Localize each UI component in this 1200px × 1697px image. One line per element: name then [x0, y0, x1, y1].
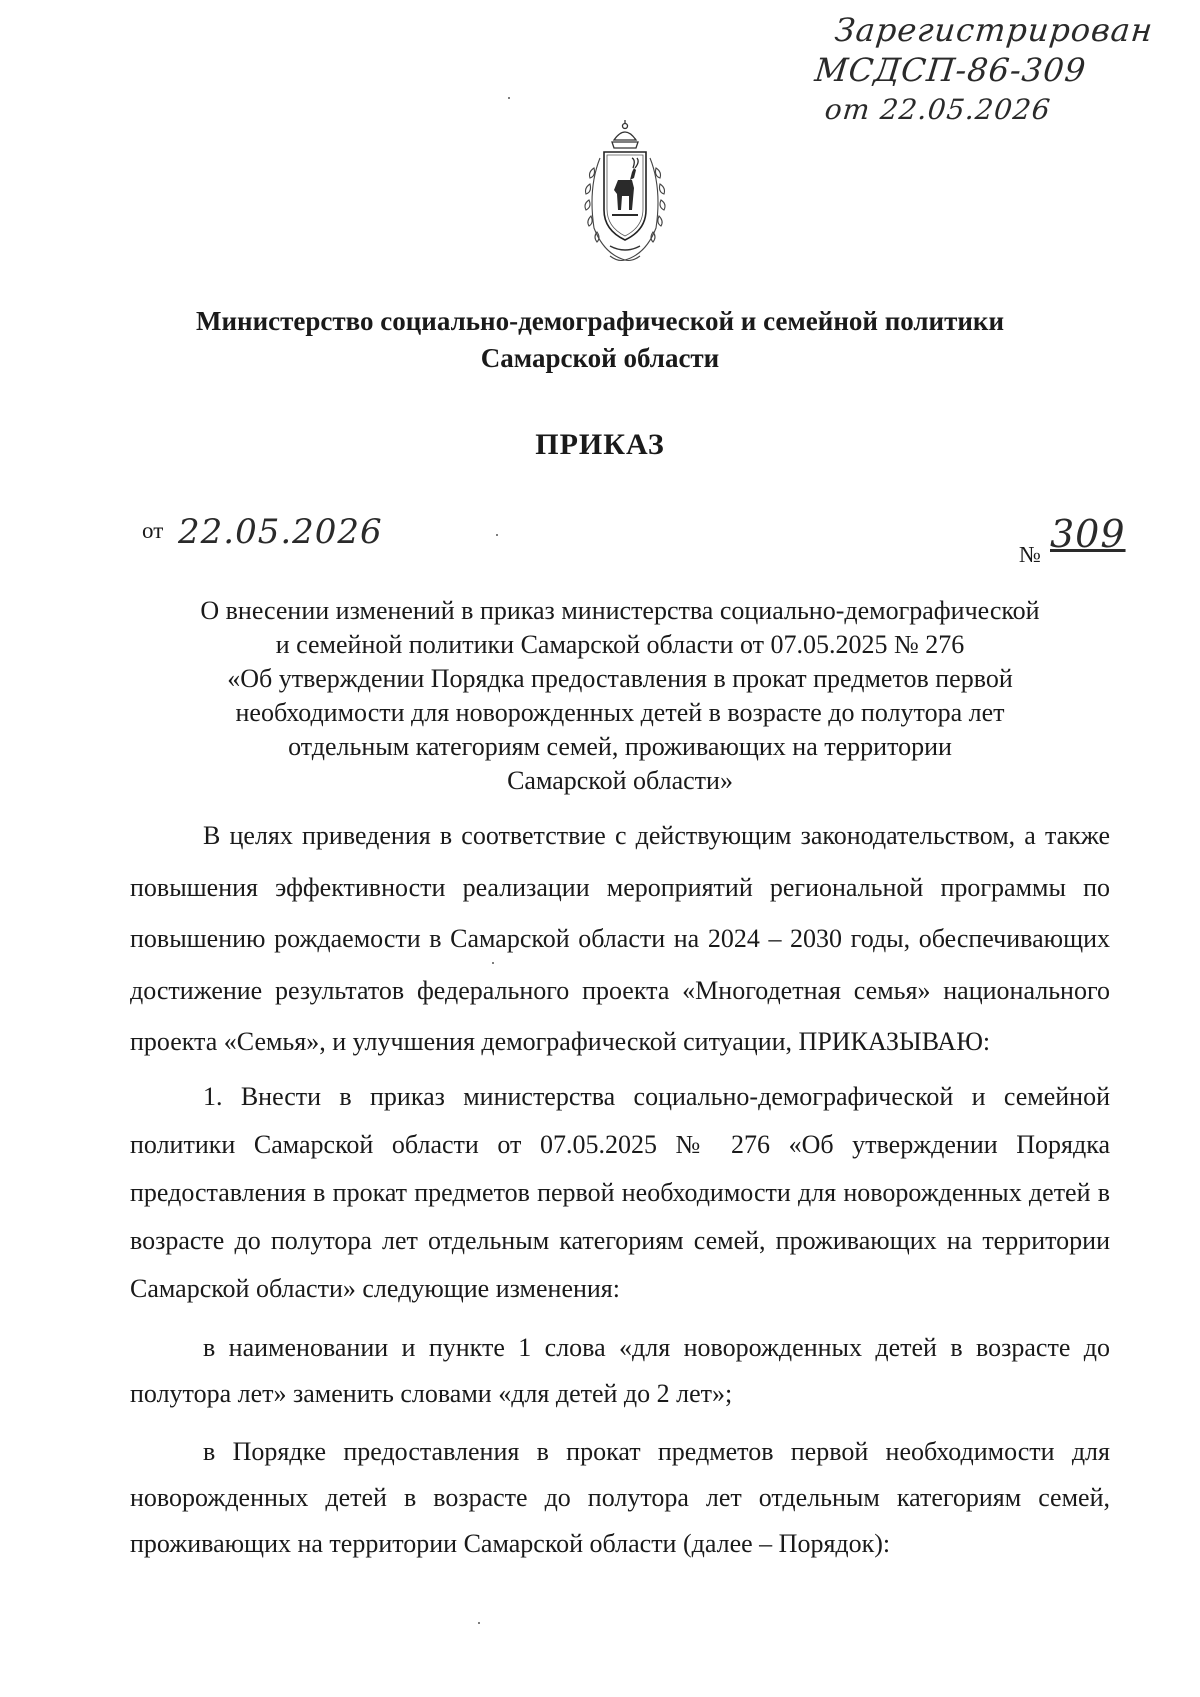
- ministry-name: [100, 303, 1100, 377]
- registration-note-line: МСДСП-86-309: [813, 51, 1089, 89]
- subject-line: Самарской области»: [507, 766, 733, 795]
- subject-line: О внесении изменений в приказ министерства социально-демографической: [200, 596, 1040, 625]
- scan-speck: [492, 962, 494, 964]
- registration-note-line: Зарегистрирован: [833, 11, 1156, 49]
- registration-handwritten-note: [813, 10, 1175, 130]
- order-body: [130, 810, 1110, 1567]
- registration-note-line: от 22.05.2026: [823, 93, 1053, 126]
- ministry-name-line: Министерство социально-демографической и семейной политики: [195, 306, 1005, 336]
- date-label: от: [142, 518, 164, 543]
- order-number-handwritten: 309: [1050, 512, 1126, 556]
- scan-speck: [496, 534, 498, 536]
- ministry-name-line: Самарской области: [480, 343, 720, 373]
- order-subject: [140, 594, 1100, 798]
- body-paragraph: В целях приведения в соответствие с действующим законодательством, а также повышения эффективности реализации мероприятий региональной программы по повышению рождаемости в Самарской области на 2024 – 2030 годы, обеспечивающих достижение результатов федерального проекта «Многодетная семья» национального проекта «Семья», и улучшения демографической ситуации, ПРИКАЗЫВАЮ:: [130, 821, 1110, 1056]
- scan-speck: [508, 97, 510, 99]
- order-date-handwritten: 22.05.2026: [178, 512, 383, 552]
- body-paragraph: в Порядке предоставления в прокат предметов первой необходимости для новорожденных детей в возрасте до полутора лет отдельным категориям семей, проживающих на территории Самарской области (далее – Порядок):: [130, 1436, 1110, 1558]
- subject-line: «Об утверждении Порядка предоставления в прокат предметов первой: [227, 664, 1013, 693]
- coat-of-arms-icon: [570, 118, 680, 268]
- subject-line: и семейной политики Самарской области от 07.05.2025 № 276: [275, 630, 965, 659]
- body-paragraph: в наименовании и пункте 1 слова «для новорожденных детей в возрасте до полутора лет» заменить словами «для детей до 2 лет»;: [130, 1332, 1110, 1408]
- subject-line: необходимости для новорожденных детей в возрасте до полутора лет: [235, 698, 1005, 727]
- order-title: ПРИКАЗ: [535, 428, 665, 461]
- body-paragraph: 1. Внести в приказ министерства социально-демографической и семейной политики Самарской области от 07.05.2025 № 276 «Об утверждении Порядка предоставления в прокат предметов первой необходимости для новорожденных детей в возрасте до полутора лет отдельным категориям семей, проживающих на территории Самарской области» следующие изменения:: [130, 1081, 1110, 1303]
- number-label: №: [1019, 542, 1041, 567]
- scan-speck: [478, 1622, 480, 1624]
- subject-line: отдельным категориям семей, проживающих на территории: [288, 732, 952, 761]
